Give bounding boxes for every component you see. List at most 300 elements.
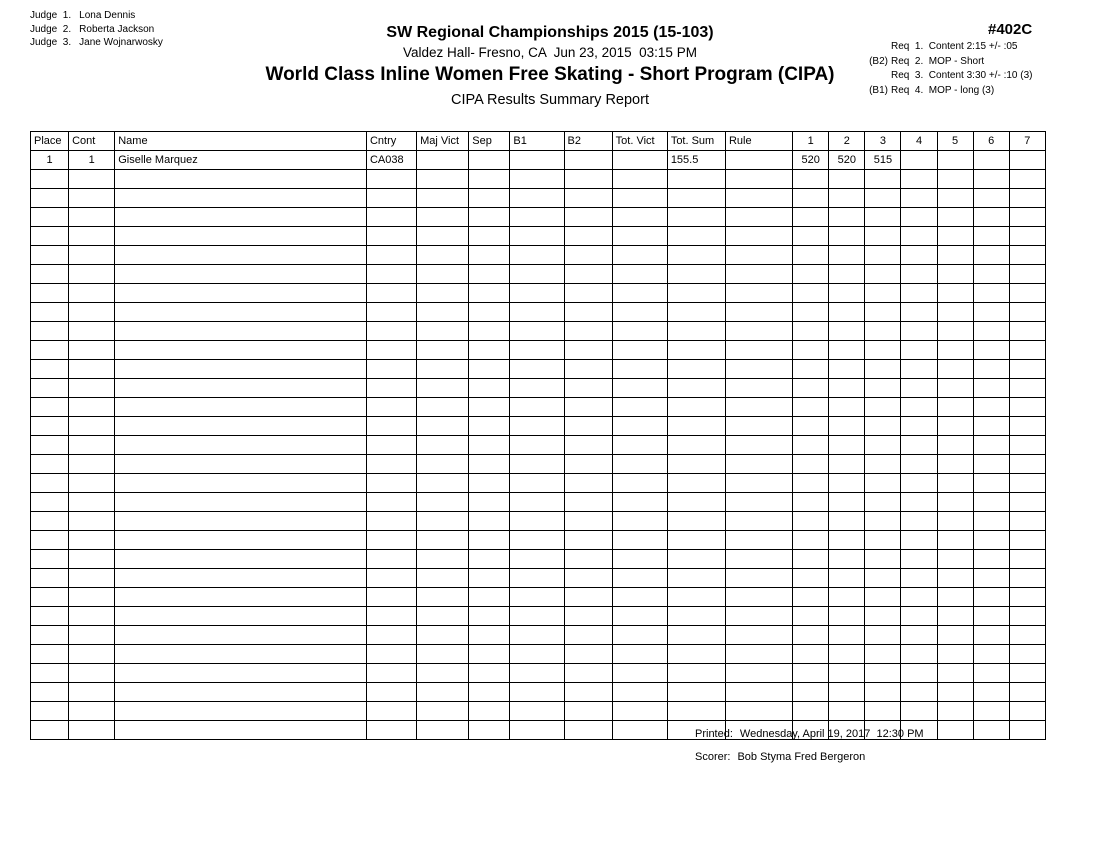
cell-tot_vict: [612, 417, 667, 436]
cell-j6: [973, 379, 1009, 398]
cell-b1: [510, 550, 564, 569]
cell-place: [31, 360, 69, 379]
cell-name: [115, 550, 367, 569]
cell-tot_vict: [612, 702, 667, 721]
cell-cont: [69, 417, 115, 436]
cell-place: [31, 227, 69, 246]
cell-cntry: [366, 531, 416, 550]
cell-j6: [973, 322, 1009, 341]
cell-maj_vict: [417, 436, 469, 455]
cell-rule: [725, 512, 792, 531]
cell-j3: [865, 569, 901, 588]
cell-place: [31, 379, 69, 398]
cell-cntry: [366, 474, 416, 493]
cell-j6: [973, 531, 1009, 550]
cell-sep: [469, 474, 510, 493]
cell-j7: [1009, 151, 1045, 170]
cell-tot_sum: [667, 379, 725, 398]
cell-j3: [865, 436, 901, 455]
cell-j6: [973, 284, 1009, 303]
cell-j6: [973, 721, 1009, 740]
cell-b2: [564, 588, 612, 607]
cell-sep: [469, 664, 510, 683]
cell-b2: [564, 265, 612, 284]
cell-b1: [510, 246, 564, 265]
cell-sep: [469, 512, 510, 531]
cell-b1: [510, 341, 564, 360]
cell-cntry: [366, 322, 416, 341]
cell-j4: [901, 341, 937, 360]
cell-name: [115, 588, 367, 607]
requirement-line: [858, 40, 1032, 55]
cell-name: [115, 683, 367, 702]
cell-rule: [725, 284, 792, 303]
cell-j1: [793, 493, 829, 512]
cell-tot_sum: [667, 626, 725, 645]
cell-cont: [69, 455, 115, 474]
cell-name: [115, 284, 367, 303]
cell-j3: [865, 493, 901, 512]
requirement-line: [858, 84, 1032, 99]
cell-name: [115, 531, 367, 550]
cell-rule: [725, 664, 792, 683]
cell-cntry: [366, 455, 416, 474]
cell-j5: [937, 569, 973, 588]
cell-tot_sum: [667, 246, 725, 265]
cell-tot_vict: [612, 588, 667, 607]
cell-j5: [937, 664, 973, 683]
cell-j4: [901, 607, 937, 626]
cell-j6: [973, 151, 1009, 170]
cell-place: [31, 322, 69, 341]
cell-j7: [1009, 531, 1045, 550]
cell-sep: [469, 284, 510, 303]
cell-j5: [937, 341, 973, 360]
cell-tot_vict: [612, 664, 667, 683]
cell-j1: [793, 265, 829, 284]
cell-j2: [829, 512, 865, 531]
cell-place: [31, 626, 69, 645]
cell-cont: [69, 322, 115, 341]
cell-tot_vict: [612, 550, 667, 569]
cell-cntry: CA038: [366, 151, 416, 170]
cell-tot_sum: [667, 417, 725, 436]
requirement-text: Req 3. Content 3:30 +/- :10 (3): [891, 70, 1033, 81]
cell-tot_sum: [667, 531, 725, 550]
cell-sep: [469, 360, 510, 379]
cell-j2: [829, 303, 865, 322]
cell-b1: [510, 607, 564, 626]
cell-maj_vict: [417, 417, 469, 436]
cell-j2: [829, 607, 865, 626]
scorer-value: Bob Styma Fred Bergeron: [737, 751, 866, 763]
cell-j2: [829, 246, 865, 265]
empty-row: [31, 189, 1046, 208]
cell-j6: [973, 550, 1009, 569]
cell-maj_vict: [417, 151, 469, 170]
empty-row: [31, 265, 1046, 284]
cell-j6: [973, 208, 1009, 227]
cell-cntry: [366, 379, 416, 398]
cell-b1: [510, 455, 564, 474]
cell-b2: [564, 379, 612, 398]
cell-tot_sum: [667, 398, 725, 417]
cell-name: [115, 265, 367, 284]
cell-j5: [937, 322, 973, 341]
cell-place: [31, 664, 69, 683]
cell-rule: [725, 569, 792, 588]
column-header-2: 2: [829, 132, 865, 151]
empty-row: [31, 550, 1046, 569]
cell-name: [115, 208, 367, 227]
cell-j4: [901, 569, 937, 588]
cell-j5: [937, 227, 973, 246]
cell-b1: [510, 151, 564, 170]
cell-j5: [937, 626, 973, 645]
cell-j3: [865, 626, 901, 645]
cell-j1: [793, 512, 829, 531]
cell-j1: [793, 208, 829, 227]
cell-sep: [469, 322, 510, 341]
cell-j7: [1009, 189, 1045, 208]
cell-j2: [829, 360, 865, 379]
cell-j7: [1009, 683, 1045, 702]
cell-j4: [901, 702, 937, 721]
results-table-header-row: [31, 132, 1046, 151]
cell-maj_vict: [417, 398, 469, 417]
empty-row: [31, 493, 1046, 512]
cell-j1: [793, 531, 829, 550]
printed-line: [695, 728, 924, 741]
cell-cont: [69, 607, 115, 626]
cell-j2: [829, 379, 865, 398]
cell-j5: [937, 265, 973, 284]
cell-j5: [937, 493, 973, 512]
cell-tot_vict: [612, 721, 667, 740]
column-header-7: 7: [1009, 132, 1045, 151]
cell-tot_sum: [667, 303, 725, 322]
cell-tot_vict: [612, 151, 667, 170]
cell-j2: [829, 322, 865, 341]
cell-j6: [973, 398, 1009, 417]
cell-j3: [865, 607, 901, 626]
cell-cont: 1: [69, 151, 115, 170]
cell-maj_vict: [417, 607, 469, 626]
empty-row: [31, 170, 1046, 189]
scorer-line: [695, 751, 924, 764]
cell-j3: [865, 246, 901, 265]
cell-j7: [1009, 265, 1045, 284]
cell-rule: [725, 531, 792, 550]
cell-j7: [1009, 322, 1045, 341]
cell-j4: [901, 246, 937, 265]
cell-b2: [564, 170, 612, 189]
report-title: CIPA Results Summary Report: [451, 92, 649, 108]
cell-j7: [1009, 284, 1045, 303]
cell-j4: [901, 645, 937, 664]
cell-sep: [469, 588, 510, 607]
cell-tot_sum: [667, 360, 725, 379]
cell-j3: [865, 417, 901, 436]
cell-rule: [725, 360, 792, 379]
cell-place: [31, 531, 69, 550]
cell-b2: [564, 341, 612, 360]
cell-cont: [69, 550, 115, 569]
cell-maj_vict: [417, 189, 469, 208]
empty-row: [31, 702, 1046, 721]
cell-j3: [865, 341, 901, 360]
cell-j7: [1009, 379, 1045, 398]
cell-tot_sum: [667, 265, 725, 284]
cell-tot_vict: [612, 398, 667, 417]
cell-j5: [937, 417, 973, 436]
cell-cntry: [366, 436, 416, 455]
cell-place: [31, 208, 69, 227]
cell-place: [31, 550, 69, 569]
cell-rule: [725, 417, 792, 436]
cell-j5: [937, 721, 973, 740]
cell-tot_sum: [667, 512, 725, 531]
cell-cont: [69, 512, 115, 531]
requirement-text: Req 1. Content 2:15 +/- :05: [891, 41, 1018, 52]
cell-cont: [69, 265, 115, 284]
cell-b2: [564, 151, 612, 170]
column-header-name: Name: [115, 132, 367, 151]
cell-j1: [793, 417, 829, 436]
cell-b2: [564, 284, 612, 303]
cell-j1: 520: [793, 151, 829, 170]
cell-j7: [1009, 607, 1045, 626]
cell-j7: [1009, 417, 1045, 436]
empty-row: [31, 341, 1046, 360]
cell-b2: [564, 702, 612, 721]
cell-rule: [725, 398, 792, 417]
cell-cntry: [366, 208, 416, 227]
cell-maj_vict: [417, 265, 469, 284]
cell-j2: [829, 227, 865, 246]
cell-tot_vict: [612, 493, 667, 512]
cell-place: [31, 645, 69, 664]
cell-b1: [510, 379, 564, 398]
cell-tot_vict: [612, 531, 667, 550]
cell-j2: [829, 284, 865, 303]
cell-j3: 515: [865, 151, 901, 170]
cell-j2: [829, 341, 865, 360]
cell-rule: [725, 151, 792, 170]
cell-b2: [564, 189, 612, 208]
cell-j4: [901, 398, 937, 417]
cell-j4: [901, 531, 937, 550]
cell-j5: [937, 455, 973, 474]
cell-j4: [901, 588, 937, 607]
cell-maj_vict: [417, 683, 469, 702]
cell-cntry: [366, 626, 416, 645]
cell-name: [115, 227, 367, 246]
cell-j3: [865, 702, 901, 721]
empty-row: [31, 246, 1046, 265]
cell-b1: [510, 417, 564, 436]
cell-name: [115, 246, 367, 265]
cell-cntry: [366, 588, 416, 607]
cell-sep: [469, 246, 510, 265]
cell-b2: [564, 208, 612, 227]
column-header-4: 4: [901, 132, 937, 151]
cell-j7: [1009, 360, 1045, 379]
cell-maj_vict: [417, 227, 469, 246]
cell-b1: [510, 721, 564, 740]
cell-tot_vict: [612, 208, 667, 227]
cell-b1: [510, 398, 564, 417]
cell-b2: [564, 607, 612, 626]
cell-cntry: [366, 550, 416, 569]
cell-place: [31, 683, 69, 702]
cell-j6: [973, 170, 1009, 189]
cell-b2: [564, 550, 612, 569]
cell-sep: [469, 436, 510, 455]
cell-j1: [793, 664, 829, 683]
column-header-5: 5: [937, 132, 973, 151]
cell-cont: [69, 189, 115, 208]
cell-name: [115, 474, 367, 493]
cell-maj_vict: [417, 341, 469, 360]
cell-j1: [793, 702, 829, 721]
cell-j3: [865, 588, 901, 607]
cell-cntry: [366, 360, 416, 379]
cell-j3: [865, 322, 901, 341]
cell-maj_vict: [417, 170, 469, 189]
cell-place: [31, 702, 69, 721]
cell-tot_vict: [612, 379, 667, 398]
cell-j1: [793, 227, 829, 246]
cell-cntry: [366, 341, 416, 360]
venue-date-line: Valdez Hall- Fresno, CA Jun 23, 2015 03:15 PM: [403, 45, 697, 60]
cell-j6: [973, 265, 1009, 284]
column-header-rule: Rule: [725, 132, 792, 151]
cell-cont: [69, 227, 115, 246]
cell-j2: [829, 664, 865, 683]
cell-j1: [793, 626, 829, 645]
cell-name: [115, 493, 367, 512]
cell-rule: [725, 474, 792, 493]
cell-b1: [510, 626, 564, 645]
cell-j5: [937, 512, 973, 531]
cell-place: [31, 341, 69, 360]
cell-b1: [510, 303, 564, 322]
cell-cont: [69, 474, 115, 493]
cell-b1: [510, 208, 564, 227]
cell-sep: [469, 265, 510, 284]
cell-tot_vict: [612, 227, 667, 246]
judge-label: Judge 2.: [30, 23, 72, 35]
cell-place: [31, 284, 69, 303]
cell-j5: [937, 588, 973, 607]
cell-cont: [69, 360, 115, 379]
column-header-cntry: Cntry: [366, 132, 416, 151]
printed-label: Printed:: [695, 728, 733, 740]
cell-rule: [725, 322, 792, 341]
cell-place: [31, 721, 69, 740]
cell-j7: [1009, 569, 1045, 588]
empty-row: [31, 626, 1046, 645]
cell-maj_vict: [417, 208, 469, 227]
cell-b2: [564, 626, 612, 645]
requirement-line: [858, 69, 1032, 84]
cell-j1: [793, 569, 829, 588]
cell-b1: [510, 588, 564, 607]
cell-tot_vict: [612, 284, 667, 303]
cell-b1: [510, 360, 564, 379]
cell-maj_vict: [417, 702, 469, 721]
empty-row: [31, 360, 1046, 379]
empty-row: [31, 455, 1046, 474]
cell-j4: [901, 189, 937, 208]
cell-maj_vict: [417, 322, 469, 341]
cell-j4: [901, 550, 937, 569]
cell-j7: [1009, 645, 1045, 664]
cell-cont: [69, 531, 115, 550]
cell-b2: [564, 531, 612, 550]
empty-row: [31, 474, 1046, 493]
cell-tot_vict: [612, 360, 667, 379]
cell-j1: [793, 303, 829, 322]
cell-rule: [725, 550, 792, 569]
column-header-3: 3: [865, 132, 901, 151]
cell-b1: [510, 227, 564, 246]
cell-b1: [510, 436, 564, 455]
cell-maj_vict: [417, 588, 469, 607]
cell-j7: [1009, 474, 1045, 493]
cell-j1: [793, 474, 829, 493]
column-header-place: Place: [31, 132, 69, 151]
cell-tot_vict: [612, 607, 667, 626]
cell-maj_vict: [417, 626, 469, 645]
cell-j4: [901, 208, 937, 227]
cell-name: [115, 607, 367, 626]
cell-j6: [973, 664, 1009, 683]
cell-j6: [973, 474, 1009, 493]
cell-tot_vict: [612, 512, 667, 531]
requirement-text: Req 4. MOP - long (3): [891, 84, 995, 96]
cell-tot_vict: [612, 645, 667, 664]
cell-name: [115, 664, 367, 683]
cell-sep: [469, 645, 510, 664]
cell-tot_sum: 155.5: [667, 151, 725, 170]
cell-tot_vict: [612, 474, 667, 493]
cell-b2: [564, 322, 612, 341]
cell-b1: [510, 531, 564, 550]
cell-rule: [725, 683, 792, 702]
cell-cntry: [366, 721, 416, 740]
cell-name: [115, 189, 367, 208]
cell-b2: [564, 512, 612, 531]
cell-sep: [469, 531, 510, 550]
cell-cntry: [366, 512, 416, 531]
cell-rule: [725, 246, 792, 265]
cell-j1: [793, 455, 829, 474]
results-table: [30, 131, 1046, 740]
cell-sep: [469, 170, 510, 189]
cell-j7: [1009, 550, 1045, 569]
cell-j5: [937, 683, 973, 702]
cell-rule: [725, 645, 792, 664]
printed-value: Wednesday, April 19, 2017 12:30 PM: [739, 728, 924, 740]
cell-j2: [829, 208, 865, 227]
cell-j7: [1009, 512, 1045, 531]
cell-j2: [829, 702, 865, 721]
cell-j5: [937, 398, 973, 417]
cell-tot_sum: [667, 493, 725, 512]
cell-j3: [865, 170, 901, 189]
